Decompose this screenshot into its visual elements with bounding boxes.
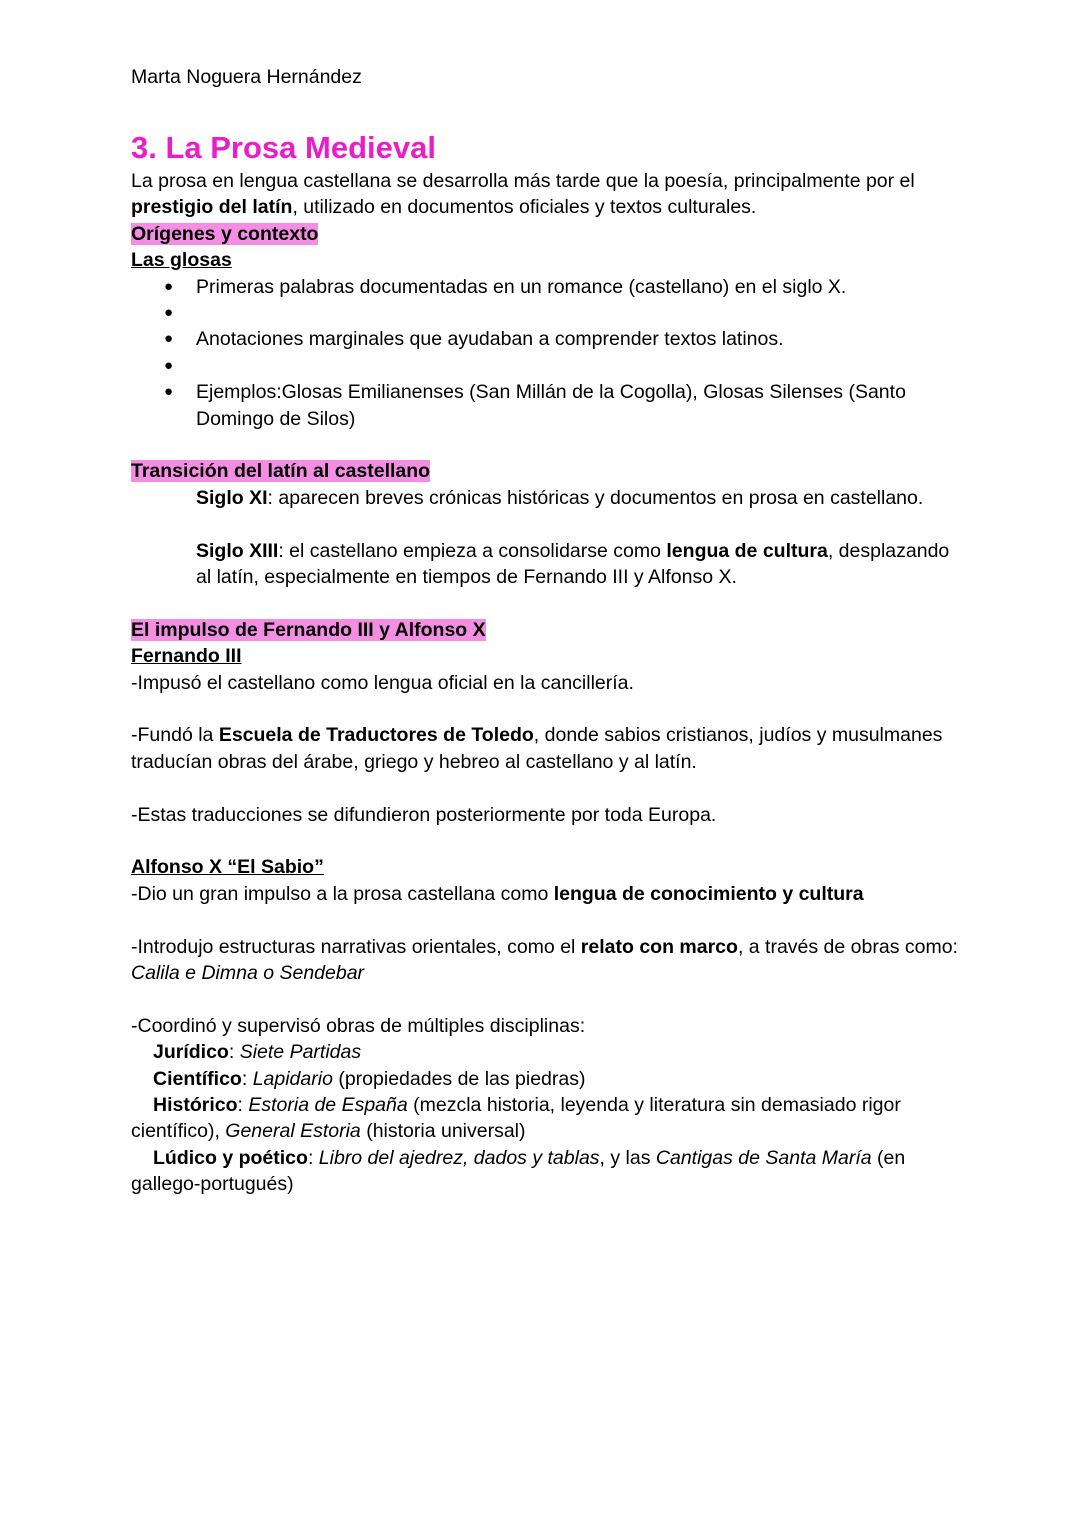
subheading-glosses-text: Las glosas <box>131 249 232 272</box>
alfonso-p2-italic: Calila e Dimna o Sendebar <box>131 962 365 985</box>
alfonso-p1-text: -Dio un gran impulso a la prosa castellana como <box>131 882 554 905</box>
fernando-paragraph-3: -Estas traducciones se difundieron posteriormente por toda Europa. <box>131 803 717 826</box>
intro-text-1: La prosa en lengua castellana se desarrolla más tarde que la poesía, principalmente por el <box>131 170 915 192</box>
century-xiii-text-2: , desplazando al latín, especialmente en tiempos de Fernando III y Alfonso X. <box>196 539 950 589</box>
ludico-sep: : <box>307 1146 319 1169</box>
subheading-alfonso <box>131 854 961 880</box>
historico-work-1: Estoria de España <box>248 1094 408 1117</box>
century-xi-text: : aparecen breves crónicas históricas y documentos en prosa en castellano. <box>267 486 924 509</box>
section-heading-impulse <box>131 617 961 643</box>
spacer <box>131 511 961 537</box>
century-xi-label: Siglo XI <box>196 486 268 509</box>
fernando-p2-bold: Escuela de Traductores de Toledo <box>218 724 534 747</box>
alfonso-paragraph-3: -Coordinó y supervisó obras de múltiples disciplinas: <box>131 1014 586 1037</box>
subheading-glosses <box>131 247 961 273</box>
spacer <box>131 590 961 616</box>
subheading-fernando <box>131 643 961 669</box>
fernando-paragraph-2 <box>131 722 961 775</box>
section-heading-origins <box>131 221 961 247</box>
glosses-list <box>131 274 961 432</box>
historico-text-1: (mezcla historia, leyenda y literatura sin demasiado rigor científico), <box>131 1094 901 1143</box>
alfonso-p2-text-1: -Introdujo estructuras narrativas orientales, como el <box>131 935 581 958</box>
fernando-paragraph-1: -Impusó el castellano como lengua oficial en la cancillería. <box>131 671 634 694</box>
highlight-origins: Orígenes y contexto <box>131 222 319 245</box>
spacer <box>131 775 961 801</box>
juridico-sep: : <box>228 1041 240 1064</box>
ludico-text-1: , y las <box>599 1146 656 1169</box>
ludico-label: Lúdico y poético <box>153 1146 308 1169</box>
fernando-p2-text-2: , donde sabios cristianos, judíos y musulmanes traducían obras del árabe, griego y hebreo al castellano y al latín. <box>131 724 943 773</box>
transition-paragraph-2 <box>131 538 961 591</box>
subheading-fernando-text: Fernando III <box>131 645 242 668</box>
cientifico-rest: (propiedades de las piedras) <box>332 1067 586 1090</box>
ludico-text-2: (en gallego-portugués) <box>131 1146 906 1196</box>
historico-label: Histórico <box>153 1094 238 1117</box>
historico-sep: : <box>237 1094 249 1117</box>
highlight-impulse: El impulso de Fernando III y Alfonso X <box>131 618 486 641</box>
ludico-work-2: Cantigas de Santa María <box>655 1146 872 1169</box>
spacer <box>131 907 961 933</box>
document-body <box>131 128 961 1198</box>
subheading-alfonso-text: Alfonso X “El Sabio” <box>131 856 324 879</box>
juridico-work: Siete Partidas <box>239 1041 362 1064</box>
century-xiii-bold: lengua de cultura <box>666 539 828 562</box>
intro-text-2: , utilizado en documentos oficiales y textos culturales. <box>292 196 757 219</box>
spacer <box>131 986 961 1012</box>
section-heading-transition <box>131 458 961 484</box>
discipline-ludico <box>131 1145 961 1198</box>
spacer <box>131 432 961 458</box>
list-item: ● Anotaciones marginales que ayudaban a comprender textos latinos. <box>131 326 961 352</box>
spacer <box>131 828 961 854</box>
list-item: ● Primeras palabras documentadas en un romance (castellano) en el siglo X. <box>131 274 961 300</box>
author-name: Marta Noguera Hernández <box>131 66 362 88</box>
historico-text-2: (historia universal) <box>360 1120 526 1143</box>
alfonso-p1-bold: lengua de conocimiento y cultura <box>553 882 864 905</box>
list-spacer <box>131 353 961 379</box>
alfonso-p2-bold: relato con marco <box>580 935 738 958</box>
transition-paragraph-1 <box>131 485 961 511</box>
cientifico-label: Científico <box>153 1067 242 1090</box>
alfonso-paragraph-1 <box>131 881 961 907</box>
list-spacer <box>131 300 961 326</box>
page-title: 3. La Prosa Medieval <box>131 130 436 165</box>
highlight-transition: Transición del latín al castellano <box>131 460 431 483</box>
list-item: ● Ejemplos:Glosas Emilianenses (San Millán de la Cogolla), Glosas Silenses (Santo Domingo de Silos) <box>131 379 961 432</box>
fernando-p2-text-1: -Fundó la <box>131 724 219 747</box>
ludico-work-1: Libro del ajedrez, dados y tablas <box>318 1146 600 1169</box>
spacer <box>131 696 961 722</box>
century-xiii-text-1: : el castellano empieza a consolidarse como <box>278 539 667 562</box>
juridico-label: Jurídico <box>153 1041 229 1064</box>
discipline-cientifico <box>131 1066 961 1092</box>
cientifico-sep: : <box>241 1067 253 1090</box>
intro-bold: prestigio del latín <box>131 196 293 219</box>
century-xiii-label: Siglo XIII <box>196 539 279 562</box>
alfonso-p2-text-2: , a través de obras como: <box>737 935 958 958</box>
discipline-historico <box>131 1092 961 1145</box>
alfonso-paragraph-2 <box>131 934 961 987</box>
intro-paragraph <box>131 168 961 221</box>
discipline-juridico <box>131 1039 961 1065</box>
cientifico-work: Lapidario <box>252 1067 333 1090</box>
historico-work-2: General Estoria <box>225 1120 361 1143</box>
